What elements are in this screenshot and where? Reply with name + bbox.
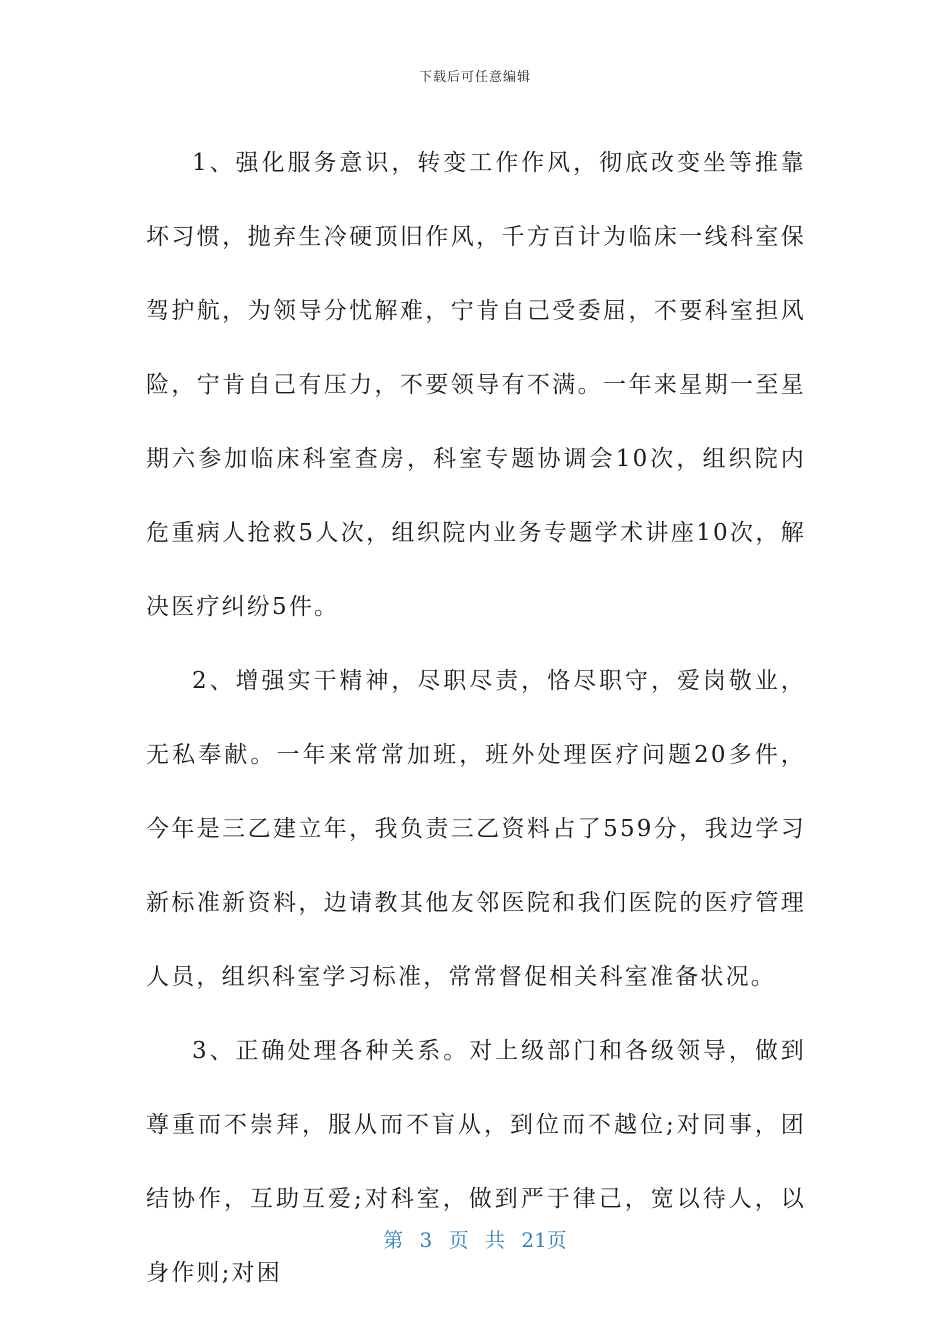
paragraph-2: 2、增强实干精神，尽职尽责，恪尽职守，爱岗敬业，无私奉献。一年来常常加班，班外处理医疗问题20多件，今年是三乙建立年，我负责三乙资料占了559分，我边学习新标准新资料，边请教其他友邻医院和我们医院的医疗管理人员，组织科室学习标准，常常督促相关科室准备状况。 — [146, 668, 806, 990]
page-footer: 第 3 页 共 21页 — [383, 1228, 567, 1252]
paragraph-3: 3、正确处理各种关系。对上级部门和各级领导，做到尊重而不崇拜，服从而不盲从，到位而不越位;对同事，团结协作，互助互爱;对科室，做到严于律己，宽以待人，以身作则;对困 — [146, 1038, 806, 1286]
page-header: 下载后可任意编辑 — [418, 70, 531, 85]
document-body — [146, 126, 806, 1310]
paragraph-1: 1、强化服务意识，转变工作作风，彻底改变坐等推靠坏习惯，抛弃生冷硬顶旧作风，千方百计为临床一线科室保驾护航，为领导分忧解难，宁肯自己受委屈，不要科室担风险，宁肯自己有压力，不要领导有不满。一年来星期一至星期六参加临床科室查房，科室专题协调会10次，组织院内危重病人抢救5人次，组织院内业务专题学术讲座10次，解决医疗纠纷5件。 — [146, 150, 806, 620]
